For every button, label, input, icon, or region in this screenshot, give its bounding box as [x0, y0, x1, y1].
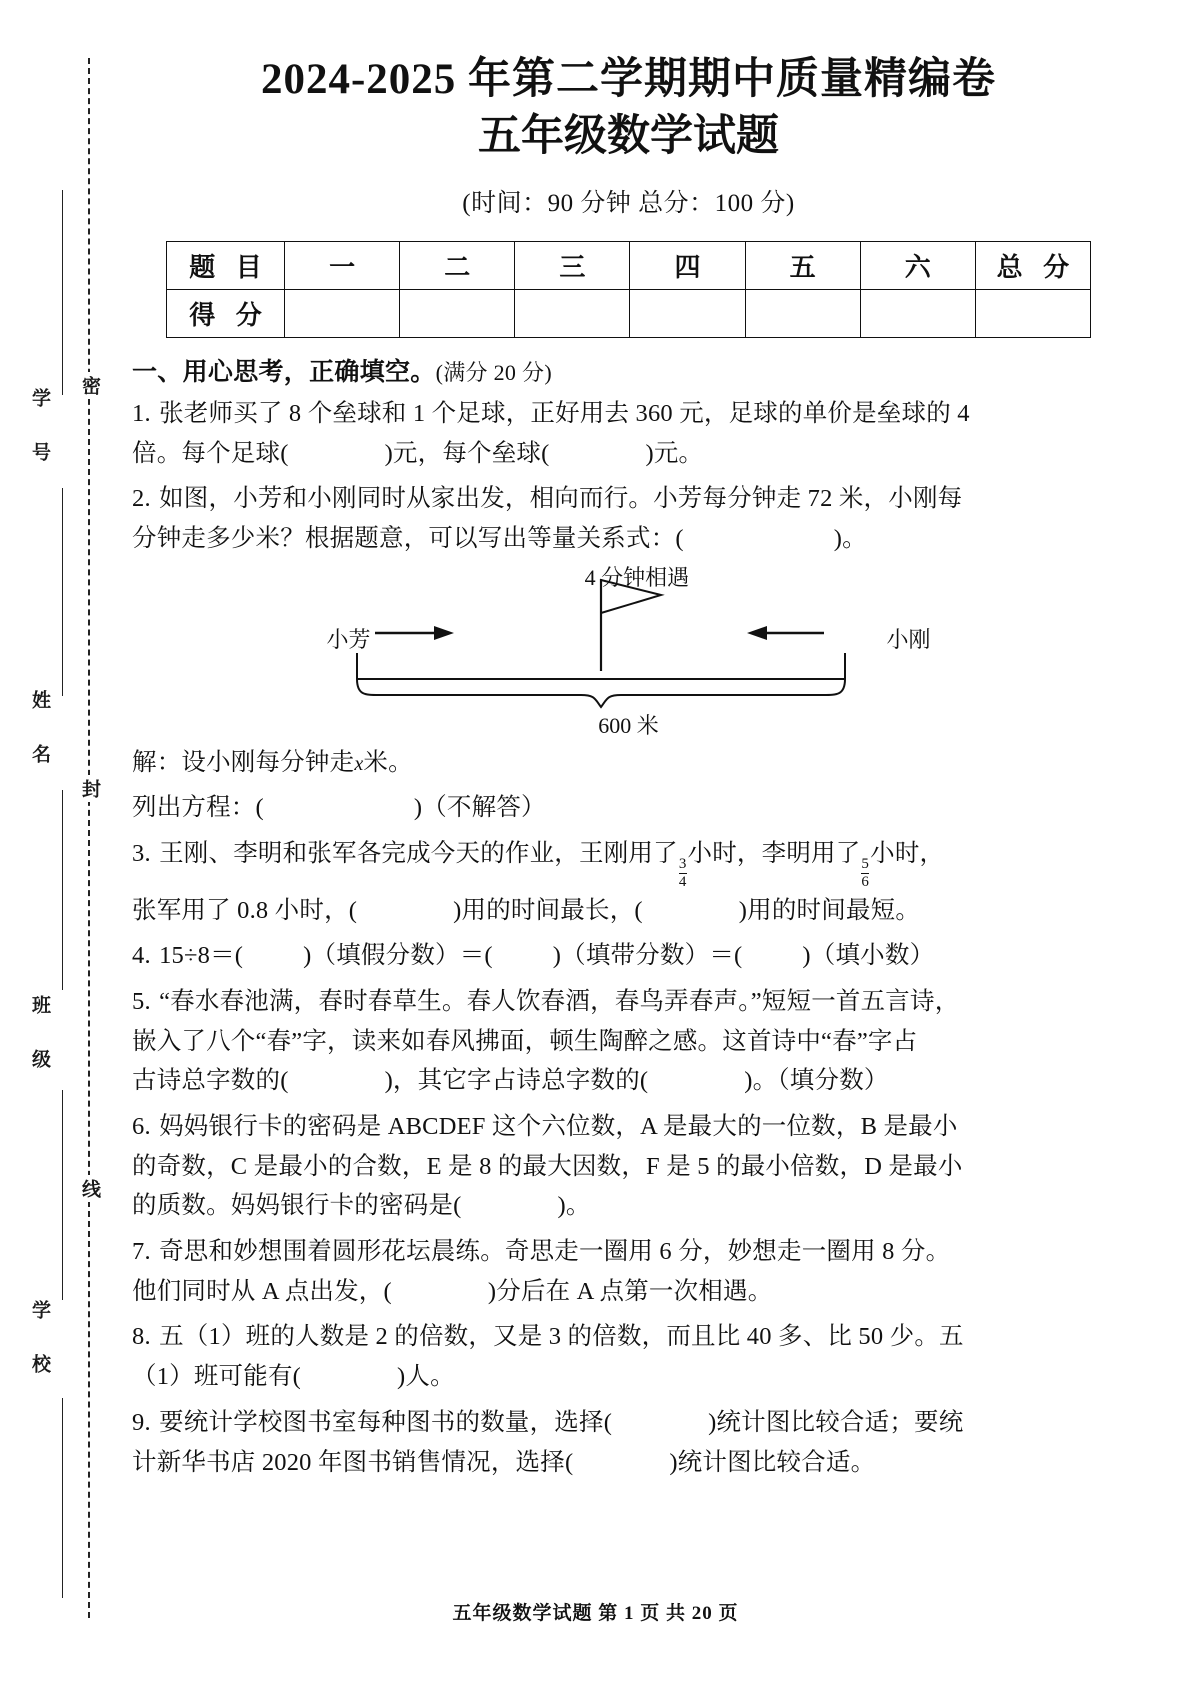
- question-3-line1a: 王刚、李明和张军各完成今天的作业，王刚用了: [159, 840, 678, 868]
- score-cell-4[interactable]: [630, 289, 745, 337]
- question-7-line2b: )分后在 A 点第一次相遇。: [487, 1277, 773, 1305]
- question-2-solution: [132, 743, 1129, 783]
- fraction-denominator: 6: [861, 873, 870, 890]
- question-2-line1: 如图，小芳和小刚同时从家出发，相向而行。小芳每分钟走 72 米，小刚每: [159, 485, 963, 513]
- score-table-col-6: 六: [860, 241, 975, 289]
- question-4-c: )（填带分数）＝(: [552, 942, 743, 970]
- question-4-b: )（填假分数）＝(: [303, 942, 493, 970]
- section-heading-text: 一、用心思考，正确填空。: [132, 358, 436, 386]
- diagram-right-name: 小刚: [886, 626, 931, 652]
- score-table-col-5: 五: [745, 241, 860, 289]
- question-6-line3a: 的质数。妈妈银行卡的密码是(: [132, 1192, 462, 1220]
- seal-field-xuehao: 学 号: [29, 388, 50, 468]
- question-4-number: 4.: [132, 942, 151, 970]
- solution-unit: 米。: [363, 748, 413, 776]
- question-5-line3c: )。（填分数）: [744, 1067, 889, 1095]
- question-8-line1: 五（1）班的人数是 2 的倍数，又是 3 的倍数，而且比 40 多、比 50 少。五: [159, 1323, 964, 1351]
- seal-rule-1: [62, 190, 63, 395]
- fraction-numerator: 5: [861, 855, 870, 872]
- seal-field-banji: 班 级: [29, 995, 50, 1075]
- question-6: [132, 1107, 1129, 1226]
- question-4-a: 15÷8＝(: [159, 942, 244, 970]
- diagram-top-label: 4 分钟相遇: [584, 564, 690, 590]
- question-8-line2b: )人。: [397, 1363, 455, 1391]
- question-8-number: 8.: [132, 1323, 151, 1351]
- diagram-left-name: 小芳: [326, 626, 371, 652]
- page-footer: 五年级数学试题 第 1 页 共 20 页: [452, 1603, 739, 1624]
- score-cell-total[interactable]: [975, 289, 1090, 337]
- question-5-line2: 嵌入了八个“春”字，读来如春风拂面，顿生陶醉之感。这首诗中“春”字占: [132, 1027, 918, 1055]
- question-8-line2a: （1）班可能有(: [132, 1363, 302, 1391]
- seal-word-mi: 密: [76, 372, 103, 399]
- seal-word-xian: 线: [76, 1175, 103, 1202]
- question-9-line1a: 要统计学校图书室每种图书的数量，选择(: [159, 1408, 613, 1436]
- seal-rule-5: [62, 1398, 63, 1598]
- question-3: [132, 834, 1129, 930]
- question-6-line3b: )。: [557, 1192, 591, 1220]
- score-table: [166, 241, 1091, 338]
- question-6-line1: 妈妈银行卡的密码是 ABCDEF 这个六位数，A 是最大的一位数，B 是最小: [159, 1113, 958, 1141]
- score-table-col-1: 一: [285, 241, 400, 289]
- question-1-line2b: )元，每个垒球(: [384, 439, 550, 467]
- seal-rule-4: [62, 1090, 63, 1300]
- seal-rule-3: [62, 790, 63, 990]
- fraction-three-fourths: [679, 857, 687, 891]
- question-1-line2a: 倍。每个足球(: [132, 439, 289, 467]
- question-1-line1: 张老师买了 8 个垒球和 1 个足球，正好用去 360 元，足球的单价是垒球的 4: [159, 399, 970, 427]
- score-cell-6[interactable]: [860, 289, 975, 337]
- question-2-line2b: )。: [833, 524, 867, 552]
- score-cell-2[interactable]: [400, 289, 515, 337]
- question-5-line3a: 古诗总字数的(: [132, 1067, 289, 1095]
- question-1-number: 1.: [132, 399, 151, 427]
- question-1: [132, 394, 1129, 473]
- question-7: [132, 1232, 1129, 1311]
- diagram-bottom-label: 600 米: [598, 712, 659, 738]
- seal-field-xingming: 姓 名: [29, 690, 50, 770]
- table-row: [167, 241, 1091, 289]
- score-table-col-3: 三: [515, 241, 630, 289]
- question-6-number: 6.: [132, 1113, 151, 1141]
- score-cell-1[interactable]: [285, 289, 400, 337]
- seal-rule-2: [62, 488, 63, 696]
- seal-margin: [0, 0, 118, 1684]
- question-5-line1: “春水春池满，春时春草生。春人饮春酒，春鸟弄春声。”短短一首五言诗，: [159, 987, 960, 1015]
- question-5: [132, 982, 1129, 1101]
- page-title: 2024-2025 年第二学期期中质量精编卷: [260, 56, 997, 103]
- score-cell-3[interactable]: [515, 289, 630, 337]
- page-subtitle: 五年级数学试题: [478, 113, 779, 161]
- question-7-line2a: 他们同时从 A 点出发，(: [132, 1277, 392, 1305]
- question-8: [132, 1317, 1129, 1396]
- seal-field-xuexiao: 学 校: [29, 1300, 50, 1380]
- score-table-col-4: 四: [630, 241, 745, 289]
- score-table-col-total: 总 分: [975, 241, 1090, 289]
- question-3-line1c: 小时，: [870, 840, 945, 868]
- question-2-line2a: 分钟走多少米？根据题意，可以写出等量关系式：(: [132, 524, 684, 552]
- table-row: [167, 289, 1091, 337]
- question-2: [132, 479, 1129, 558]
- solution-variable: x: [354, 752, 364, 775]
- question-5-line3b: )，其它字占诗总字数的(: [384, 1067, 649, 1095]
- score-cell-5[interactable]: [745, 289, 860, 337]
- question-9-line2b: )统计图比较合适。: [669, 1448, 876, 1476]
- equation-suffix: )（不解答）: [413, 794, 546, 822]
- question-3-line2c: )用的时间最短。: [738, 896, 921, 924]
- seal-dashed-rule: [88, 58, 90, 1618]
- question-9-number: 9.: [132, 1408, 151, 1436]
- question-3-line1b: 小时，李明用了: [687, 840, 861, 868]
- exam-meta: (时间：90 分钟 总分：100 分): [462, 189, 795, 217]
- question-2-equation-line: [132, 788, 1129, 828]
- question-7-number: 7.: [132, 1238, 151, 1266]
- question-4-d: )（填小数）: [802, 942, 935, 970]
- score-table-col-2: 二: [400, 241, 515, 289]
- question-3-line2a: 张军用了 0.8 小时，(: [132, 896, 358, 924]
- fraction-five-sixths: [861, 857, 869, 891]
- question-1-line2c: )元。: [645, 439, 704, 467]
- section-heading-1: [132, 352, 1129, 388]
- meeting-diagram: [309, 561, 949, 741]
- question-4: [132, 936, 1129, 976]
- score-table-header-label: 题 目: [167, 241, 285, 289]
- exam-sheet: [118, 0, 1191, 1684]
- question-9-line2a: 计新华书店 2020 年图书销售情况，选择(: [132, 1448, 574, 1476]
- question-9: [132, 1403, 1129, 1482]
- question-2-number: 2.: [132, 485, 151, 513]
- score-table-row-label: 得 分: [167, 289, 285, 337]
- section-points: (满分 20 分): [435, 359, 552, 385]
- question-3-number: 3.: [132, 840, 151, 868]
- question-6-line2: 的奇数，C 是最小的合数，E 是 8 的最大因数，F 是 5 的最小倍数，D 是最小: [132, 1152, 963, 1180]
- fraction-denominator: 4: [678, 873, 687, 890]
- solution-prefix: 解：设小刚每分钟走: [132, 748, 355, 776]
- question-3-line2b: )用的时间最长，(: [453, 896, 643, 924]
- question-9-line1b: )统计图比较合适；要统: [708, 1408, 964, 1436]
- equation-prompt: 列出方程：(: [132, 794, 264, 822]
- fraction-numerator: 3: [678, 855, 687, 872]
- question-5-number: 5.: [132, 987, 151, 1015]
- question-7-line1: 奇思和妙想围着圆形花坛晨练。奇思走一圈用 6 分，妙想走一圈用 8 分。: [159, 1238, 951, 1266]
- seal-word-feng: 封: [76, 775, 103, 802]
